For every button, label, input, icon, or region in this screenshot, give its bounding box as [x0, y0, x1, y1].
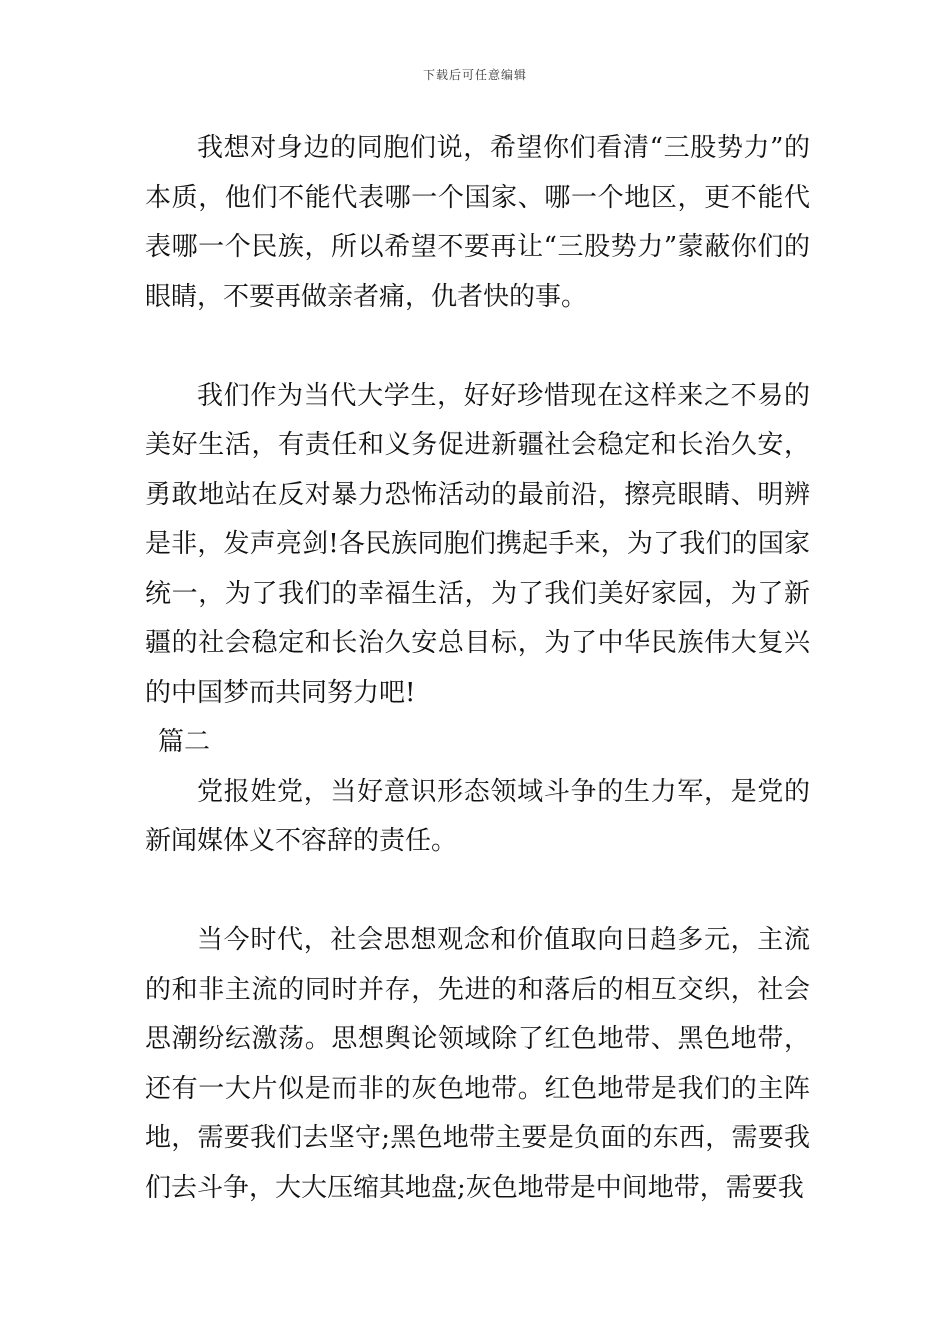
section-title: 篇二 — [158, 727, 211, 757]
paragraph-spacer — [145, 322, 810, 372]
paragraph-spacer — [145, 867, 810, 917]
page-header-note: 下载后可任意编辑 — [422, 68, 527, 82]
document-body — [145, 124, 810, 1213]
paragraph-4: 当今时代，社会思想观念和价值取向日趋多元，主流的和非主流的同时并存，先进的和落后的相互交织，社会思潮纷纭激荡。思想舆论领域除了红色地带、黑色地带，还有一大片似是而非的灰色地带。红色地带是我们的主阵地，需要我们去坚守;黑色地带主要是负面的东西，需要我们去斗争，大大压缩其地盘;灰色地带是中间地带，需要我 — [145, 925, 810, 1203]
paragraph-1: 我想对身边的同胞们说，希望你们看清“三股势力”的本质，他们不能代表哪一个国家、哪一个地区，更不能代表哪一个民族，所以希望不要再让“三股势力”蒙蔽你们的眼睛，不要再做亲者痛，仇者快的事。 — [145, 133, 810, 312]
paragraph-3: 党报姓党，当好意识形态领域斗争的生力军，是党的新闻媒体义不容辞的责任。 — [145, 776, 810, 856]
paragraph-2: 我们作为当代大学生，好好珍惜现在这样来之不易的美好生活，有责任和义务促进新疆社会稳定和长治久安，勇敢地站在反对暴力恐怖活动的最前沿，擦亮眼睛、明辨是非，发声亮剑!各民族同胞们携起手来，为了我们的国家统一，为了我们的幸福生活，为了我们美好家园，为了新疆的社会稳定和长治久安总目标，为了中华民族伟大复兴的中国梦而共同努力吧! — [145, 380, 810, 708]
